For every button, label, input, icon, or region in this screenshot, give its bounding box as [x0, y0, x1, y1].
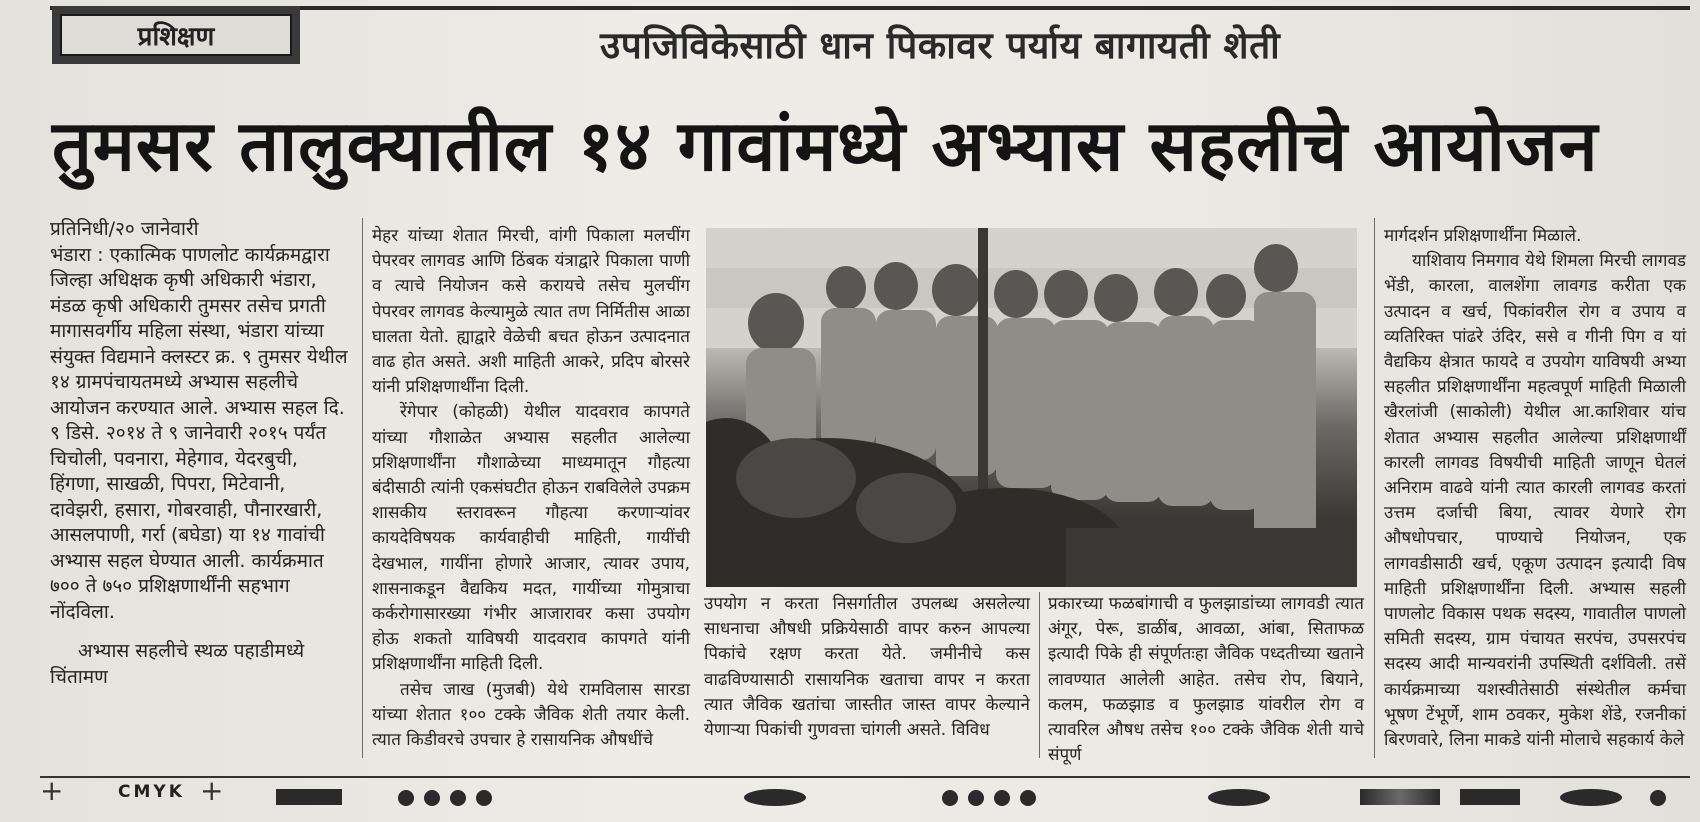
registration-lens [1560, 789, 1622, 806]
column-divider [362, 218, 363, 758]
paragraph: उपयोग न करता निसर्गातील उपलब्ध असलेल्या साधनाचा औषधी प्रक्रियेसाठी वापर करुन आपल्या पिकांचे रक्षण करता येते. जमीनीचे कस वाढविण्यासाठी रासायनिक खताचा वापर न करता त्यात जैविक खतांचा जास्तीत जास्त वापर केल्याने येणाऱ्या पिकांची गुणवत्ता चांगली असते. विविध [704, 594, 1030, 741]
bottom-rule [40, 776, 1690, 778]
main-headline: तुमसर तालुक्यातील १४ गावांमध्ये अभ्यास सहलीचे आयोजन [52, 105, 1599, 187]
registration-dot [1020, 790, 1036, 806]
color-bar [1360, 789, 1440, 805]
color-bar [1460, 789, 1520, 805]
article-column-1 [50, 217, 350, 690]
paragraph: तसेच जाख (मुजबी) येथे रामविलास सारडा यांच्या शेतात १०० टक्के जैविक शेती तयार केली. त्यात किडीवरचे उपचार हे रासायनिक औषधींचे [372, 679, 690, 751]
registration-dot [424, 790, 440, 806]
cmyk-label: CMYK [118, 782, 185, 802]
section-tag: प्रशिक्षण [60, 14, 292, 56]
paragraph: रेंगेपार (कोहळी) येथील यादवराव कापगते यांच्या गौशाळेत अभ्यास सहलीत आलेल्या प्रशिक्षणार्थींना गौशाळेच्या माध्यमातून गौहत्या बंदीसाठी त्यांनी एकसंघटीत होऊन राबविलेले उपक्रम शासकीय स्तरावरून गौहत्या करणाऱ्यांवर कायदेविषयक कार्यवाहीची माहिती, गायींची देखभाल, गायींना होणारे आजार, त्यावर उपाय, शासनाकडून वैद्यकिय मदत, गायींच्या गोमुत्राचा कर्करोगासारख्या गंभीर आजारावर कसा उपयोग होऊ शकतो याविषयी यादवराव कापगते यांनी प्रशिक्षणार्थींना माहिती दिली. [372, 402, 690, 675]
color-bar [276, 789, 342, 805]
registration-dot [942, 790, 958, 806]
column-divider [1039, 592, 1040, 758]
photo-illustration [706, 228, 1357, 587]
article-column-3 [704, 592, 1030, 743]
paragraph: भंडारा : एकात्मिक पाणलोट कार्यक्रमद्वारा जिल्हा अधिक्षक कृषी अधिकारी भंडारा, मंडळ कृषी अधिकारी तुमसर तसेच प्रगती मागासवर्गीय महिला संस्था, भंडारा यांच्या संयुक्त विद्यमाने क्लस्टर क्र. ९ तुमसर येथील १४ ग्रामपंचायतमध्ये अभ्यास सहलीचे आयोजन करण्यात आले. अभ्यास सहल दि. ९ डिसे. २०१४ ते ९ जानेवारी २०१५ पर्यंत चिचोली, पवनारा, मेहेगाव, येदरबुची, हिंगणा, साखळी, पिपरा, मिटेवानी, दावेझरी, हसारा, गोबरवाही, पौनारखारी, आसलपाणी, गर्रा (बघेडा) या १४ गावांची अभ्यास सहल घेण्यात आली. कार्यक्रमात ७०० ते ७५० प्रशिक्षणार्थींनी सहभाग नोंदविला. [50, 243, 348, 623]
news-photo [706, 228, 1357, 587]
registration-lens [1208, 789, 1270, 806]
registration-dot [1650, 790, 1666, 806]
registration-dot [994, 790, 1010, 806]
article-column-2 [372, 224, 690, 753]
registration-dot [450, 790, 466, 806]
section-tag-box [52, 6, 300, 64]
paragraph: मेहर यांच्या शेतात मिरची, वांगी पिकाला मलचींग पेपरवर लागवड आणि ठिंबक यंत्राद्वारे पिकाला पाणी व त्याचे नियोजन कसे करायचे तसेच मुलचींग पेपरवर लागवड केल्यामुळे त्यात तण निर्मितीस आळा घालता येतो. ह्याद्वारे वेळेची बचत होऊन उत्पादनात वाढ होत असते. अशी माहिती आकरे, प्रदिप बोरसरे यांनी प्रशिक्षणार्थींना दिली. [372, 226, 690, 398]
dateline: प्रतिनिधी/२० जानेवारी [50, 218, 199, 240]
paragraph: मार्गदर्शन प्रशिक्षणार्थींना मिळाले. [1384, 226, 1582, 246]
registration-dot [476, 790, 492, 806]
article-column-5 [1384, 224, 1686, 753]
registration-lens [744, 789, 806, 806]
registration-dot [398, 790, 414, 806]
registration-cross-icon: + [200, 774, 224, 807]
paragraph: अभ्यास सहलीचे स्थळ पहाडीमध्ये चिंतामण [50, 640, 305, 688]
article-column-4 [1048, 592, 1364, 768]
column-divider [1374, 218, 1375, 758]
registration-dot [968, 790, 984, 806]
kicker-headline: उपजिविकेसाठी धान पिकावर पर्याय बागायती शेती [600, 24, 1281, 67]
paragraph: याशिवाय निमगाव येथे शिमला मिरची लागवड भेंडी, कारला, वालशेंगा लावगड करीता एक उत्पादन व खर्च, पिकांवरील रोग व उपाय व व्यतिरिक्त पांढरे उंदिर, ससे व गीनी पिग व यां वैद्यकिय क्षेत्रात फायदे व उपयोग याविषयी अभ्या सहलीत प्रशिक्षणार्थींना महत्वपूर्ण माहिती मिळाली खैरलांजी (साकोली) येथील आ.काशिवार यांच शेतात अभ्यास सहलीत आलेल्या प्रशिक्षणार्थीं कारली लागवड विषयीची माहिती जाणून घेतलं अनिराम वाढवे यांनी त्यात कारली लागवड करतां उत्तम दर्जाची बिया, त्यावर येणारे रोग औषधोपचार, पाण्याचे नियोजन, एक लागवडीसाठी खर्च, एकूण उत्पादन इत्यादी विष माहिती प्रशिक्षणार्थींना दिली. अभ्यास सहली पाणलोट विकास पथक सदस्य, गावातील पाणलो समिती सदस्य, ग्राम पंचायत सरपंच, उपसरपंच सदस्य आदी मान्यवरांनी उपस्थिती दर्शविली. तसें कार्यक्रमाच्या यशस्वीतेसाठी संस्थेतील कर्मचा भूषण टेंभूर्णे, शाम ठवकर, मुकेश शेंडे, रजनीकां बिरणवारे, लिना माकडे यांनी मोलाचे सहकार्य केले [1384, 251, 1686, 751]
registration-cross-icon: + [40, 774, 64, 807]
paragraph: प्रकारच्या फळबांगाची व फुलझाडांच्या लागवडी त्यात अंगूर, पेरू, डाळींब, आवळा, आंबा, सिताफळ इत्यादी पिके ही संपूर्णतःहा जैविक पध्दतीच्या खताने लावण्यात आलेली आहेत. तसेच रोप, बियाने, कलम, फळझाड व फुलझाड यांवरील रोग व त्यावरिल औषध तसेच १०० टक्के जैविक शेती याचे संपूर्ण [1048, 594, 1364, 766]
